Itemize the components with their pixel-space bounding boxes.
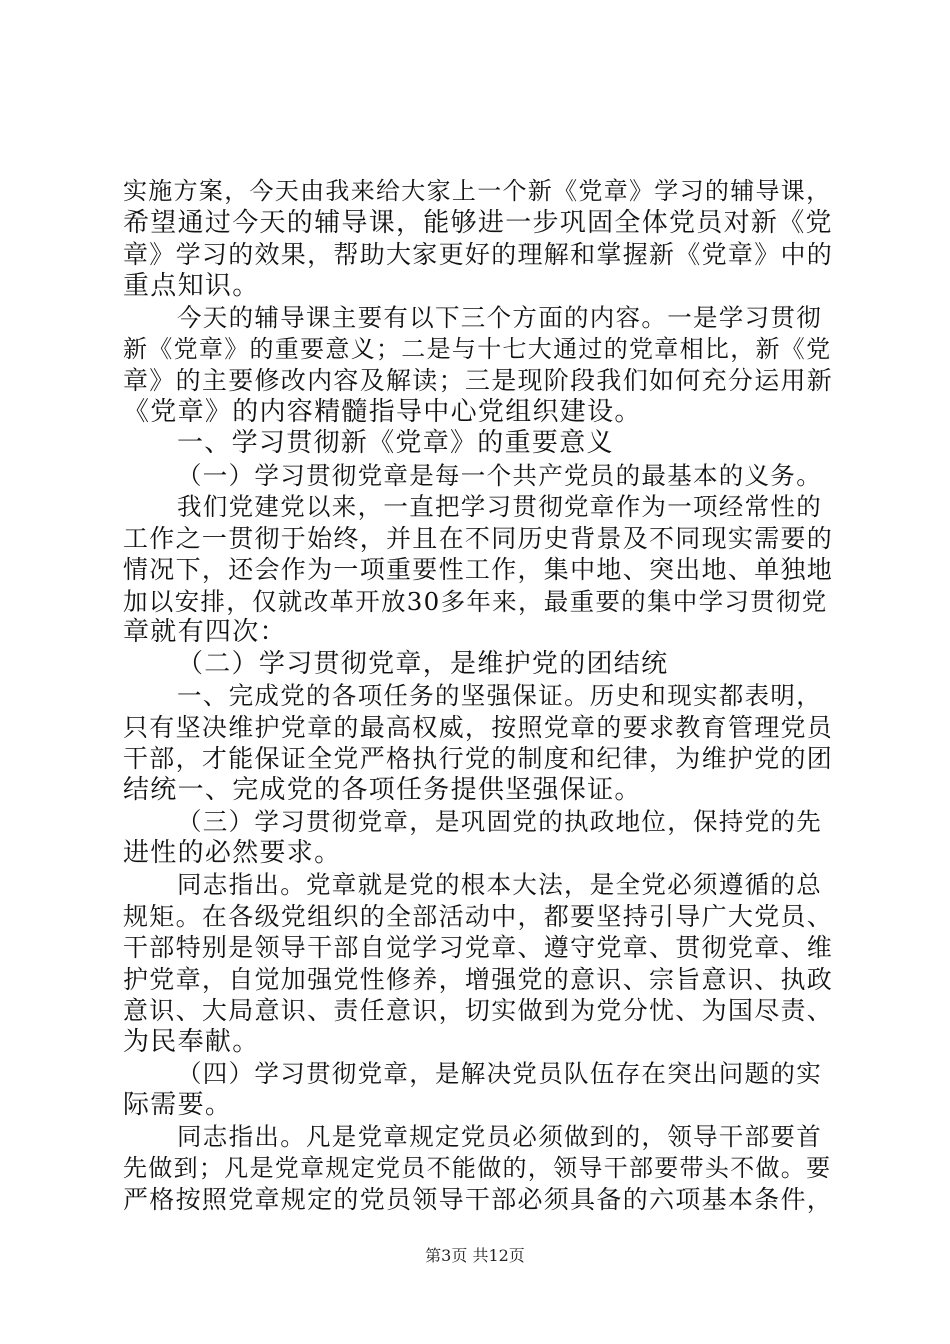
text-line: 《党章》的内容精髓指导中心党组织建设。 <box>123 396 642 427</box>
text-line: 护党章，自觉加强党性修养，增强党的意识、宗旨意识、执政 <box>123 964 834 994</box>
text-line: 只有坚决维护党章的最高权威，按照党章的要求教育管理党员 <box>123 712 834 742</box>
text-line: 章就有四次： <box>123 617 287 647</box>
text-line: 章》的主要修改内容及解读；三是现阶段我们如何充分运用新 <box>123 366 834 395</box>
text-line: 意识、大局意识、责任意识，切实做到为党分忧、为国尽责、 <box>123 996 834 1025</box>
text-line: 干部，才能保证全党严格执行党的制度和纪律，为维护党的团 <box>123 744 834 773</box>
text-line: 进性的必然要求。 <box>123 837 342 868</box>
text-line: 新《党章》的重要意义；二是与十七大通过的党章相比，新《党 <box>123 334 832 363</box>
text-line: 同志指出。凡是党章规定党员必须做到的，领导干部要首 <box>177 1122 822 1151</box>
text-line: 一、学习贯彻新《党章》的重要意义 <box>177 428 614 458</box>
text-line: 今天的辅导课主要有以下三个方面的内容。一是学习贯彻 <box>177 303 822 332</box>
text-line: 为民奉献。 <box>123 1026 260 1057</box>
text-line: 结统一、完成党的各项任务提供坚强保证。 <box>123 774 642 805</box>
text-line: 同志指出。党章就是党的根本大法，是全党必须遵循的总 <box>177 870 822 899</box>
text-line: 我们党建党以来，一直把学习贯彻党章作为一项经常性的 <box>177 492 822 521</box>
text-line: 际需要。 <box>123 1089 233 1120</box>
text-line: 一、完成党的各项任务的坚强保证。历史和现实都表明， <box>177 681 822 710</box>
text-line: 干部特别是领导干部自觉学习党章、遵守党章、贯彻党章、维 <box>123 933 834 962</box>
text-line: 严格按照党章规定的党员领导干部必须具备的六项基本条件， <box>123 1185 834 1214</box>
text-line: 实施方案，今天由我来给大家上一个新《党章》学习的辅导课， <box>123 177 832 205</box>
text-line: （二）学习贯彻党章，是维护党的团结统 <box>177 648 669 679</box>
text-line: 希望通过今天的辅导课，能够进一步巩固全体党员对新《党 <box>123 207 833 238</box>
text-line: 工作之一贯彻于始终，并且在不同历史背景及不同现实需要的 <box>123 523 834 553</box>
text-line: 情况下，还会作为一项重要性工作，集中地、突出地、单独地 <box>123 555 834 584</box>
text-line: （四）学习贯彻党章，是解决党员队伍存在突出问题的实 <box>177 1059 822 1088</box>
text-line: 重点知识。 <box>123 270 260 301</box>
body-text <box>123 176 833 1216</box>
page-footer: 第3页 共12页 <box>425 1246 525 1265</box>
text-line: 加以安排，仅就改革开放30多年来，最重要的集中学习贯彻党 <box>123 586 828 616</box>
text-line: 规矩。在各级党组织的全部活动中，都要坚持引导广大党员、 <box>123 901 834 931</box>
text-line: 章》学习的效果，帮助大家更好的理解和掌握新《党章》中的 <box>123 240 834 269</box>
text-line: （一）学习贯彻党章是每一个共产党员的最基本的义务。 <box>177 460 822 490</box>
text-line: 先做到；凡是党章规定党员不能做的，领导干部要带头不做。要 <box>123 1153 832 1182</box>
text-line: （三）学习贯彻党章，是巩固党的执政地位，保持党的先 <box>177 807 822 836</box>
